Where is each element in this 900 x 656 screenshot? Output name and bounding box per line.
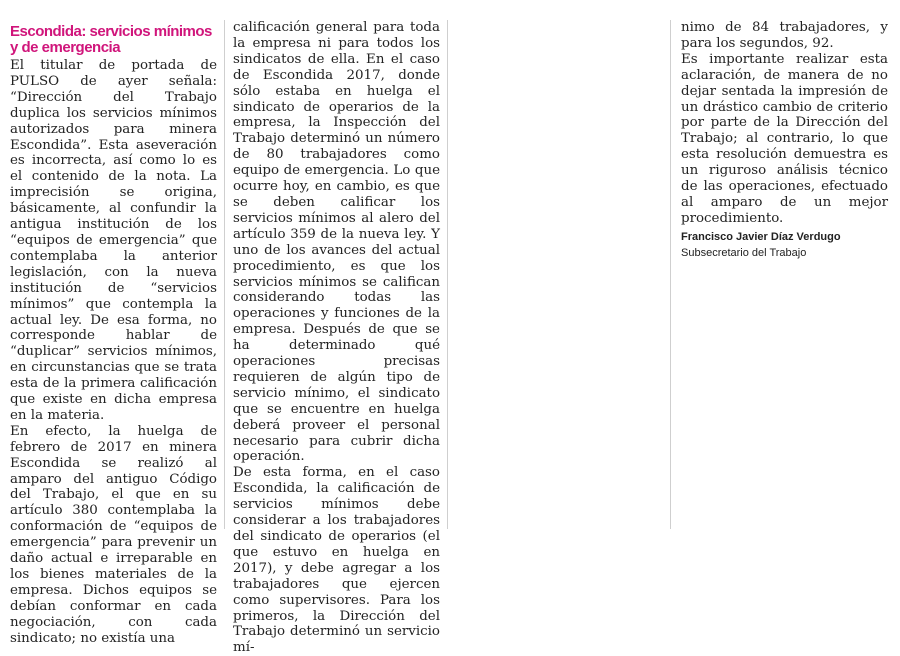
article-paragraph: Es importante realizar esta aclaración, de manera de no dejar sentada la impresión de un drástico cambio de criterio por parte de la Dirección del Trabajo; al contrario, lo que esta resolución demuestra es un riguroso análisis técnico de las operaciones, efectuado al amparo de un mejor procedimiento. xyxy=(681,51,888,226)
article-paragraph: En efecto, la huelga de febrero de 2017 en minera Escondida se realizó al amparo del antiguo Código del Trabajo, el que en su artículo 380 contemplaba la conformación de “equipos de emergencia” para prevenir un daño actual e irreparable en los bienes materiales de la empresa. Dichos equipos se debían conformar en cada negociación, con cada sindicato; no existía una xyxy=(10,423,217,646)
author-name: Francisco Javier Díaz Verdugo xyxy=(681,230,841,243)
author-role: Subsecretario del Trabajo xyxy=(681,246,807,259)
article-paragraph: El titular de portada de PULSO de ayer señala: “Dirección del Trabajo duplica los servicios mínimos autorizados para minera Escondida”. Esta aseveración es incorrecta, así como lo es el contenido de la nota. La imprecisión se origina, básicamente, al confundir la antigua institución de los “equipos de emergencia” que contemplaba la anterior legislación, con la nueva institución de “servicios mínimos” que contempla la actual ley. De esa forma, no corresponde hablar de “duplicar” servicios mínimos, en circunstancias que se trata esta de la primera calificación que existe en dicha empresa en la materia. xyxy=(10,58,217,423)
article-column-1 xyxy=(10,20,217,646)
article-paragraph: calificación general para toda la empresa ni para todos los sindicatos de ella. En el caso de Escondida 2017, donde sólo estaba en huelga el sindicato de operarios de la empresa, la Inspección del Trabajo determinó un número de 80 trabajadores como equipo de emergencia. Lo que ocurre hoy, en cambio, es que se deben calificar los servicios mínimos al alero del artículo 359 de la nueva ley. Y uno de los avances del actual procedimiento, es que los servicios mínimos se califican considerando todas las operaciones y funciones de la empresa. Después de que se ha determinado qué operaciones precisas requieren de algún tipo de servicio mínimo, el sindicato que se encuentre en huelga deberá proveer el personal necesario para cubrir dicha operación. xyxy=(233,20,440,465)
article-title: Escondida: servicios mínimos y de emergencia xyxy=(10,23,212,56)
article-paragraph: nimo de 84 trabajadores, y para los segundos, 92. xyxy=(681,20,888,51)
column-divider xyxy=(224,20,225,529)
article-column-2 xyxy=(233,20,440,656)
article-column-3 xyxy=(681,20,888,529)
column-divider xyxy=(447,20,448,529)
article-paragraph: De esta forma, en el caso Escondida, la calificación de servicios mínimos debe considerar a los trabajadores del sindicato de operarios (el que estuvo en huelga en 2017), y debe agregar a los trabajadores que ejercen como supervisores. Para los primeros, la Dirección del Trabajo determinó un servicio mí- xyxy=(233,465,440,656)
column-divider xyxy=(670,20,671,529)
